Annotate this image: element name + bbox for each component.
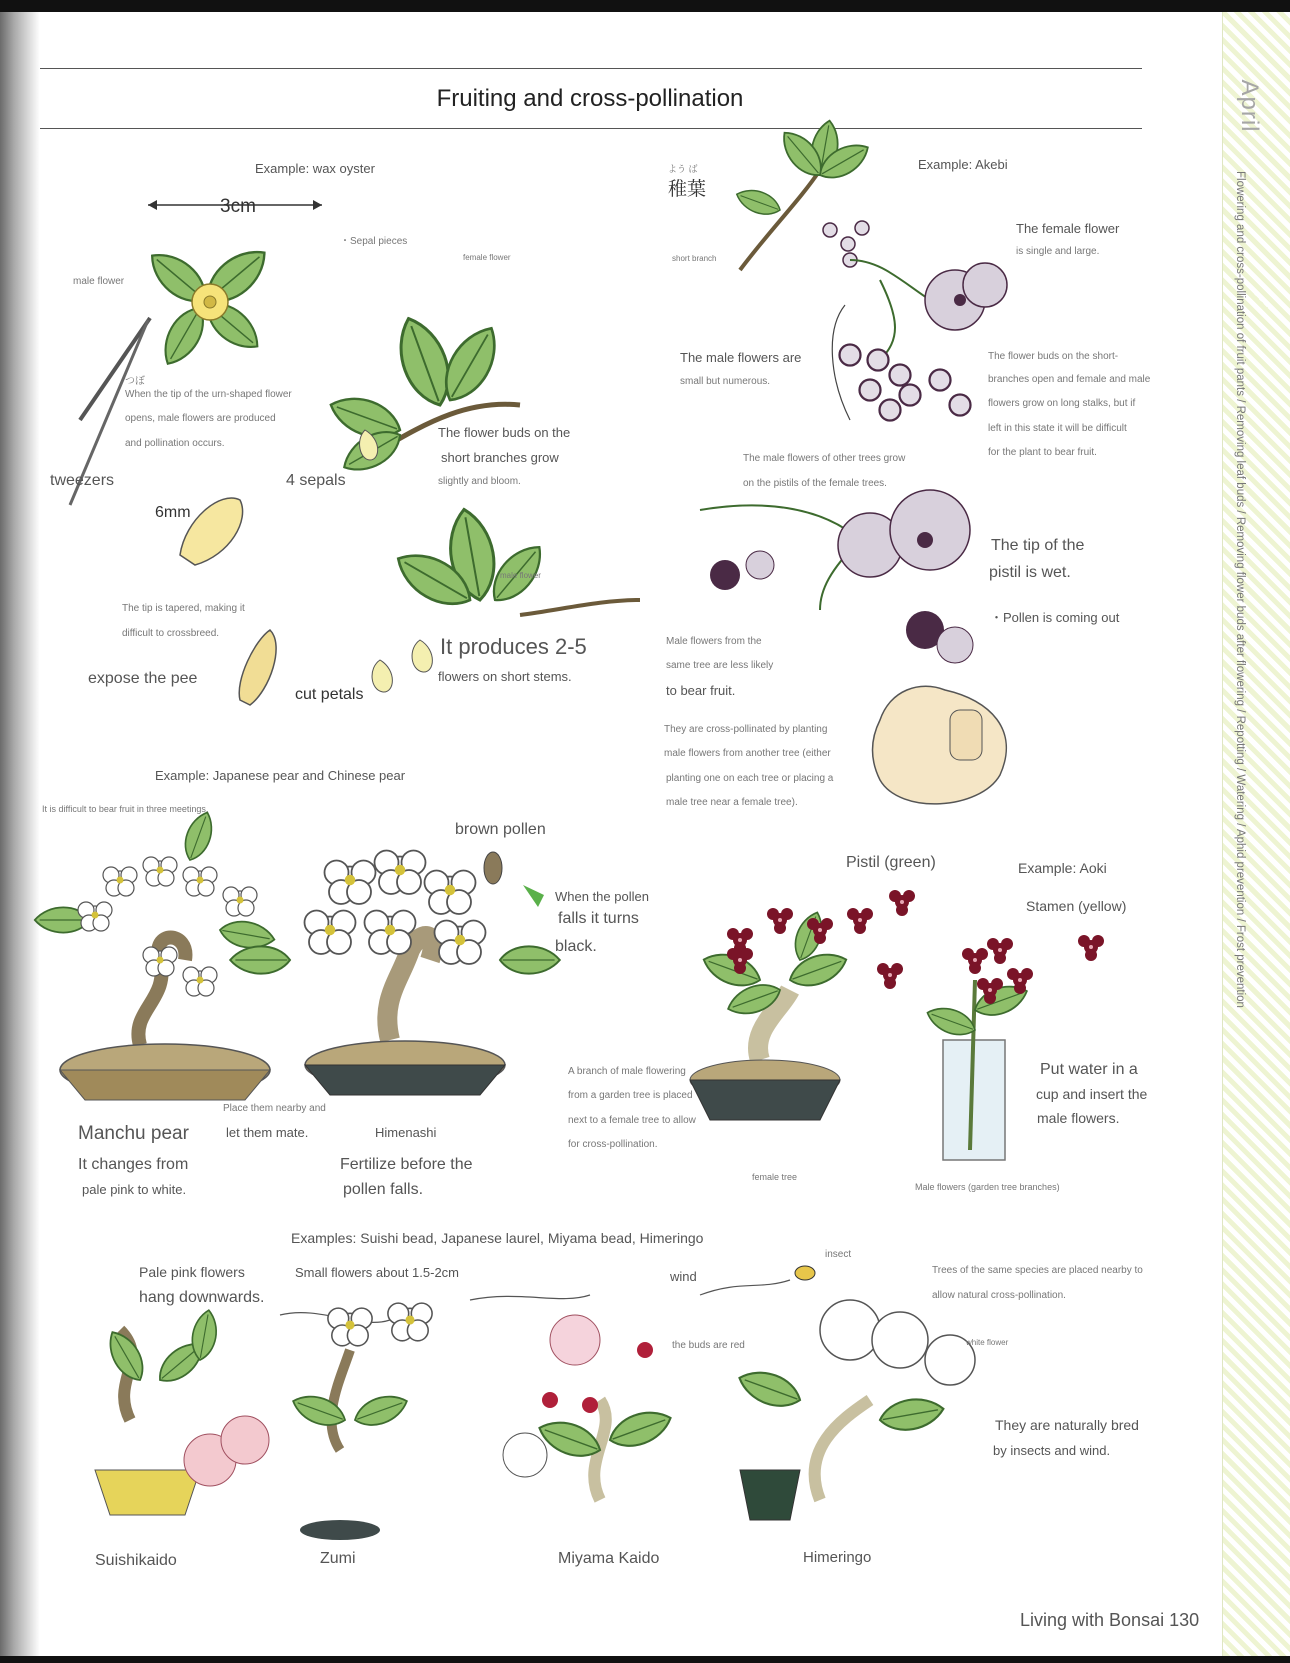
akebi-female-2: is single and large. (1016, 246, 1100, 257)
bottom-insect: insect (825, 1249, 852, 1260)
aoki-branch-4: for cross-pollination. (568, 1139, 658, 1150)
pear-brown-pollen: brown pollen (455, 821, 546, 838)
akebi-same-2: same tree are less likely (666, 660, 774, 671)
bottom-miyama: Miyama Kaido (558, 1550, 660, 1567)
aoki-male-flowers: Male flowers (garden tree branches) (915, 1182, 1060, 1192)
bottom-wind: wind (670, 1269, 697, 1284)
pear-falls-3: black. (555, 938, 597, 955)
wax-oyster-produces-2: flowers on short stems. (438, 669, 572, 684)
pear-changes-2: pale pink to white. (82, 1182, 187, 1197)
wax-oyster-size-3cm: 3cm (220, 196, 256, 217)
aoki-water-2: cup and insert the (1036, 1086, 1148, 1102)
akebi-cross-2: male flowers from another tree (either (664, 748, 831, 759)
akebi-male-1: The male flowers are (680, 350, 802, 365)
akebi-other-2: on the pistils of the female trees. (743, 478, 887, 489)
pear-place-2: let them mate. (226, 1125, 309, 1140)
page-footer: Living with Bonsai 130 (1020, 1610, 1200, 1630)
aoki-water-1: Put water in a (1040, 1061, 1138, 1078)
pear-changes-1: It changes from (78, 1156, 189, 1173)
wax-oyster-buds-2: short branches grow (441, 450, 559, 465)
akebi-cross-1: They are cross-pollinated by planting (664, 724, 828, 735)
akebi-furigana: よう ば (668, 164, 698, 174)
page-title: Fruiting and cross-pollination (436, 85, 744, 112)
bottom-himeringo: Himeringo (803, 1549, 872, 1566)
wax-oyster-flower-art (70, 200, 322, 505)
akebi-buds-3: flowers grow on long stalks, but if (988, 398, 1136, 409)
pear-falls-1: When the pollen (555, 889, 649, 904)
wax-oyster-male-flower-2: male flower (500, 571, 541, 580)
side-month-label: April (1236, 79, 1263, 133)
aoki-pistil: Pistil (green) (846, 854, 936, 871)
wax-oyster-produces-1: It produces 2-5 (440, 634, 587, 659)
akebi-female-1: The female flower (1016, 221, 1120, 236)
aoki-female-tree: female tree (752, 1172, 798, 1182)
wax-oyster-tweezers: tweezers (50, 472, 115, 489)
wax-oyster-note-3: and pollination occurs. (125, 438, 225, 449)
wax-oyster-tsubo: つぼ (125, 376, 145, 387)
akebi-kanji: 稚葉 (668, 179, 707, 200)
aoki-branch-2: from a garden tree is placed (568, 1090, 693, 1101)
akebi-same-1: Male flowers from the (666, 636, 762, 647)
wax-oyster-note-1: When the tip of the urn-shaped flower (125, 389, 292, 400)
pear-bonsai-art (35, 809, 560, 1100)
akebi-same-3: to bear fruit. (666, 683, 736, 698)
aoki-branch-3: next to a female tree to allow (568, 1115, 696, 1126)
akebi-buds-1: The flower buds on the short- (988, 351, 1119, 362)
wax-oyster-tapered-2: difficult to crossbreed. (122, 628, 220, 639)
akebi-other-1: The male flowers of other trees grow (743, 453, 906, 464)
bottom-examples: Examples: Suishi bead, Japanese laurel, Miyama bead, Himeringo (291, 1230, 704, 1246)
wax-oyster-buds-1: The flower buds on the (438, 425, 571, 440)
wax-oyster-cut-petals: cut petals (295, 686, 364, 703)
pear-falls-2: falls it turns (558, 910, 639, 927)
akebi-tip-1: The tip of the (991, 537, 1085, 554)
akebi-tip-2: pistil is wet. (989, 564, 1071, 581)
akebi-cross-3: planting one on each tree or placing a (666, 773, 834, 784)
bottom-bred-2: by insects and wind. (993, 1443, 1111, 1458)
wax-oyster-male-flower: male flower (73, 276, 125, 287)
bottom-pink-2: hang downwards. (139, 1289, 265, 1306)
akebi-cross-4: male tree near a female tree). (666, 797, 798, 808)
wax-oyster-size-6mm: 6mm (155, 504, 191, 521)
wax-oyster-tapered-1: The tip is tapered, making it (122, 603, 245, 614)
wax-oyster-example: Example: wax oyster (255, 161, 375, 176)
akebi-buds-5: for the plant to bear fruit. (988, 447, 1097, 458)
pear-fert-2: pollen falls. (343, 1181, 424, 1198)
wax-oyster-sepal-pieces: ・Sepal pieces (340, 236, 408, 247)
pear-himenashi: Himenashi (375, 1125, 437, 1140)
bottom-suishikaido: Suishikaido (95, 1552, 177, 1569)
wax-oyster-buds-3: slightly and bloom. (438, 476, 521, 487)
aoki-stamen: Stamen (yellow) (1026, 898, 1127, 914)
bottom-same-2: allow natural cross-pollination. (932, 1290, 1066, 1301)
akebi-pollen-out: ・Pollen is coming out (990, 610, 1120, 625)
wax-oyster-expose: expose the pee (88, 670, 198, 687)
aoki-water-3: male flowers. (1037, 1110, 1120, 1126)
akebi-example: Example: Akebi (918, 157, 1008, 172)
bottom-small: Small flowers about 1.5-2cm (295, 1265, 460, 1280)
side-topics-label: Flowering and cross-pollination of fruit pants / Removing leaf buds / Removing flower buds after flowering / Repotting / Watering / Aphid prevention / Frost prevention (1234, 171, 1246, 1008)
bottom-same-1: Trees of the same species are placed nearby to (932, 1265, 1143, 1276)
bottom-zumi: Zumi (320, 1550, 356, 1567)
bottom-white-flower: white flower (966, 1338, 1009, 1347)
pear-fert-1: Fertilize before the (340, 1156, 473, 1173)
akebi-male-2: small but numerous. (680, 376, 771, 387)
wax-oyster-four-sepals: 4 sepals (286, 472, 346, 489)
pear-place-1: Place them nearby and (223, 1103, 326, 1114)
bottom-buds-red: the buds are red (672, 1340, 745, 1351)
pear-manchu: Manchu pear (78, 1123, 189, 1144)
bottom-bred-1: They are naturally bred (995, 1417, 1139, 1433)
pear-example: Example: Japanese pear and Chinese pear (155, 768, 406, 783)
akebi-short-branch: short branch (672, 254, 717, 263)
wax-oyster-female-flower: female flower (463, 253, 511, 262)
aoki-branch-1: A branch of male flowering (568, 1066, 686, 1077)
akebi-buds-2: branches open and female and male (988, 374, 1151, 385)
bottom-pink-1: Pale pink flowers (139, 1264, 245, 1280)
akebi-buds-4: left in this state it will be difficult (988, 423, 1127, 434)
pear-difficult: It is difficult to bear fruit in three meetings. (42, 804, 209, 814)
aoki-example: Example: Aoki (1018, 860, 1107, 876)
wax-oyster-note-2: opens, male flowers are produced (125, 413, 276, 424)
